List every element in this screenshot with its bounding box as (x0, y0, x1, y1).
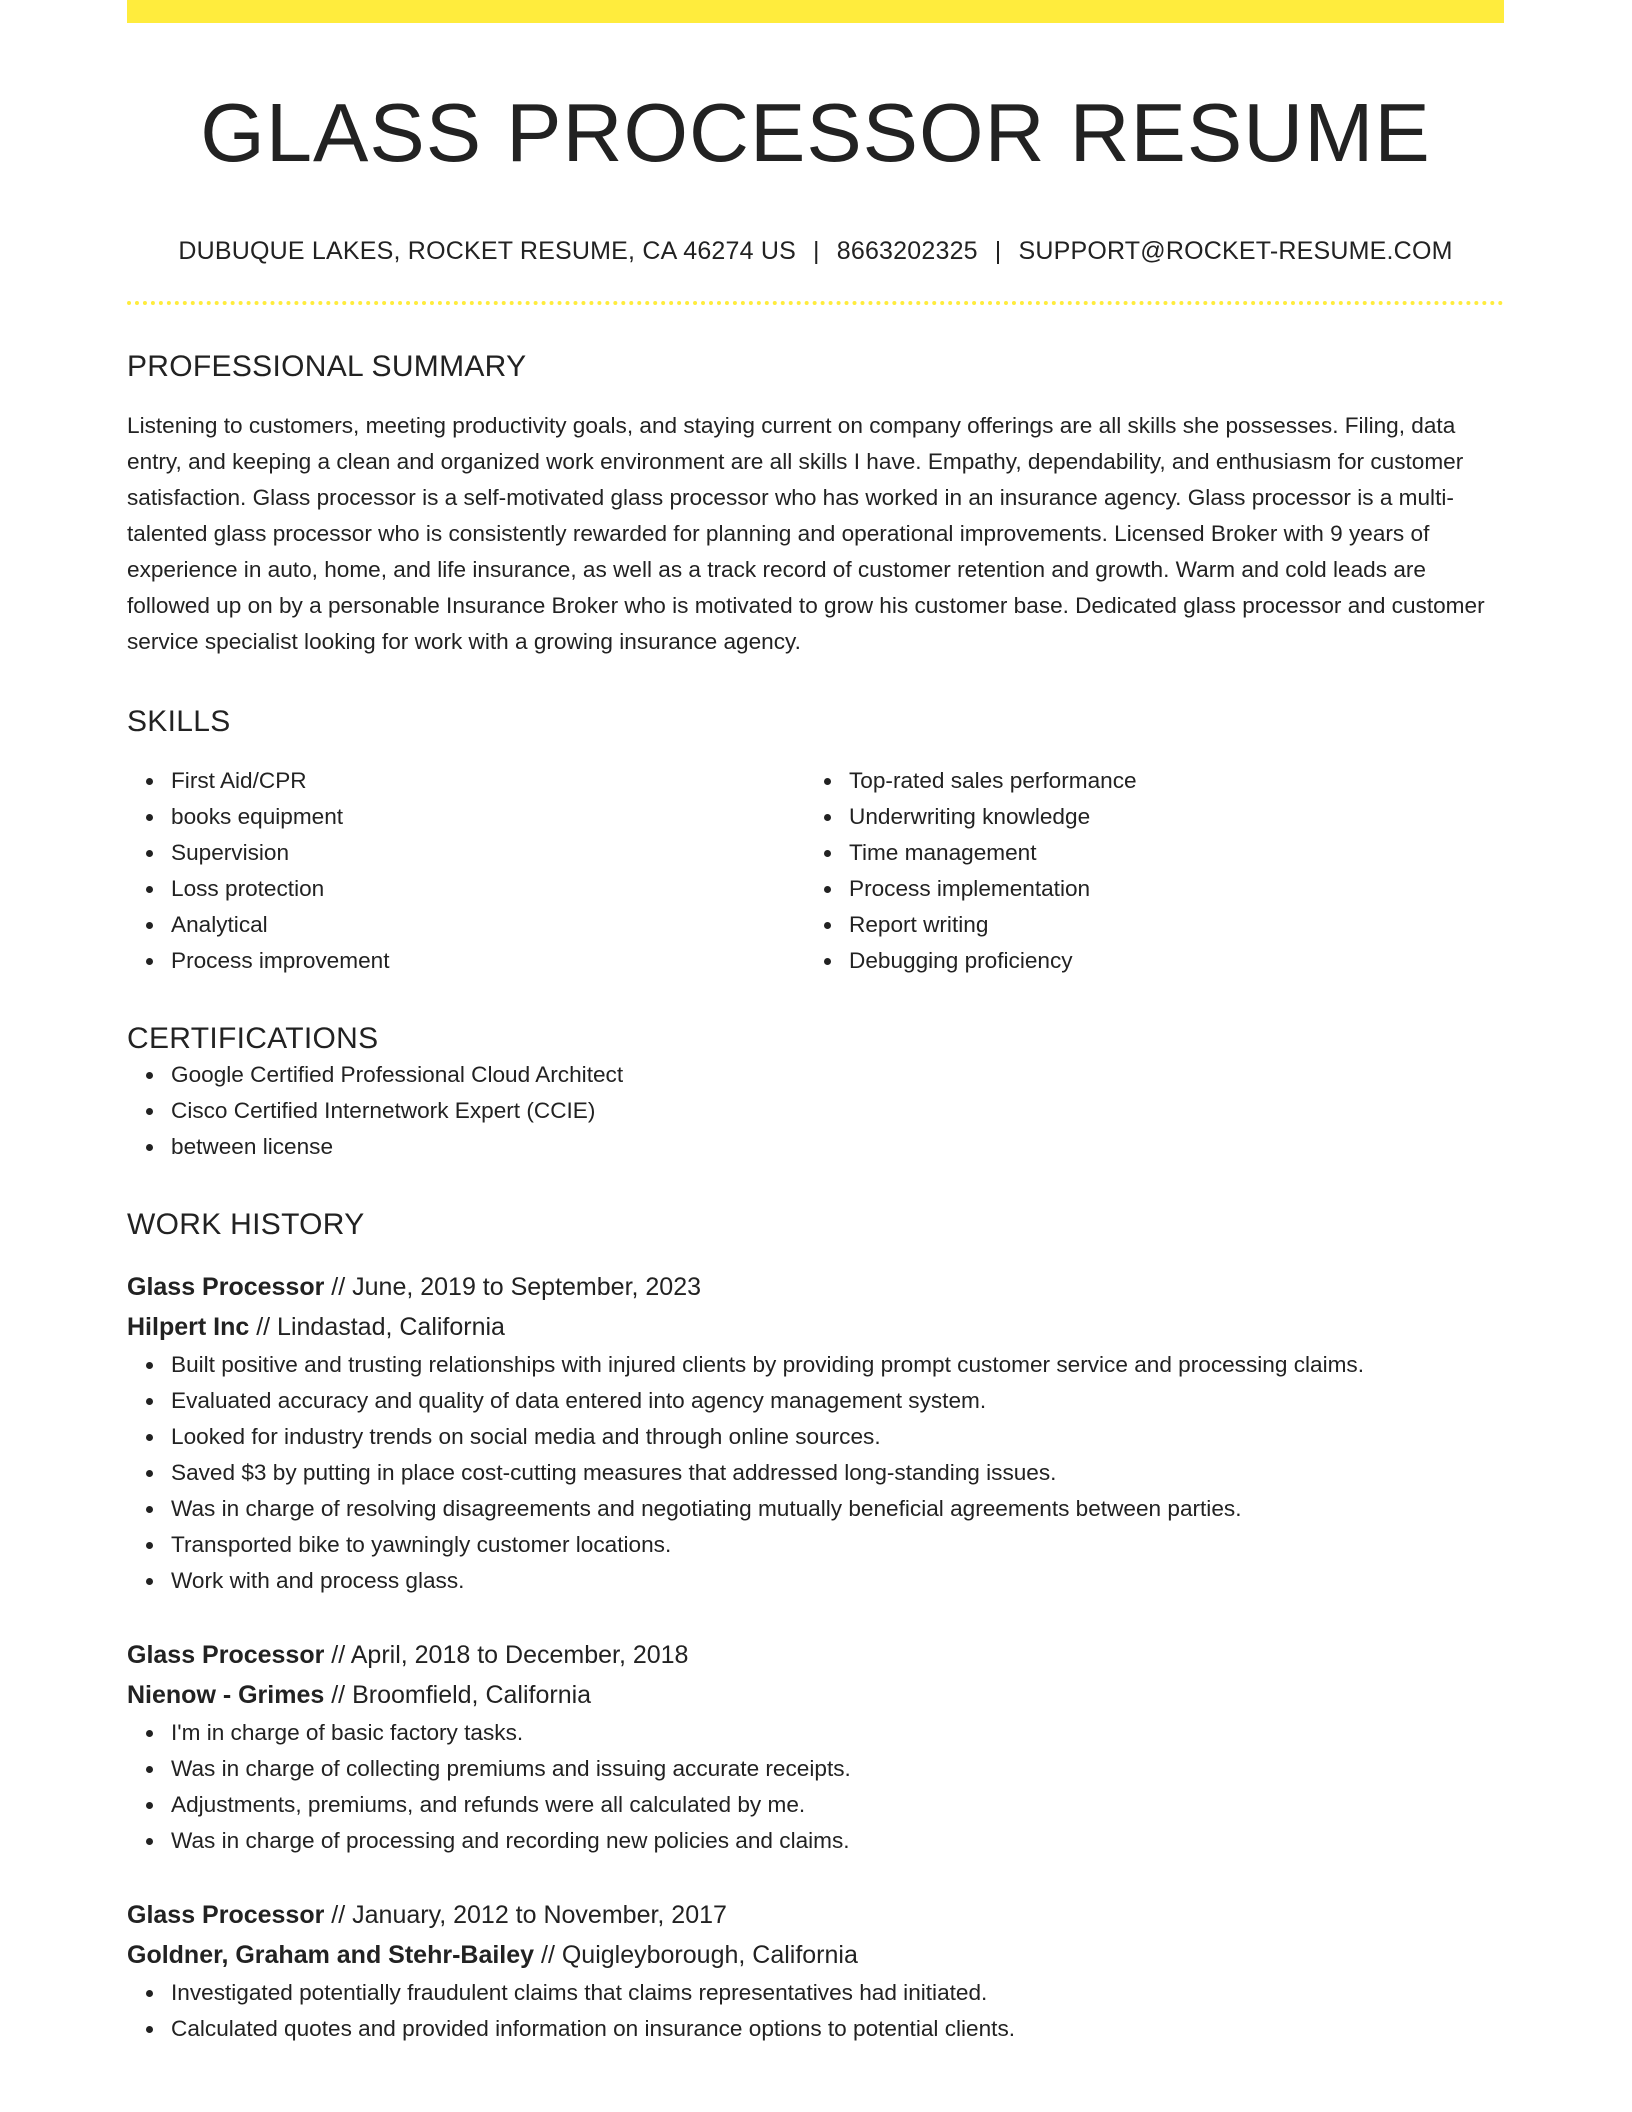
job-title: Glass Processor (127, 1273, 325, 1302)
skill-item: Debugging proficiency (849, 943, 1483, 979)
job-separator: // (324, 1273, 353, 1302)
skills-list-right (805, 763, 1483, 979)
job-company: Goldner, Graham and Stehr-Bailey (127, 1941, 535, 1970)
skill-item: Process improvement (171, 943, 805, 979)
job-company-line (127, 1935, 1504, 1975)
job-title: Glass Processor (127, 1901, 325, 1930)
job-entry (127, 1895, 1504, 2047)
job-bullet: Was in charge of collecting premiums and issuing accurate receipts. (171, 1751, 1504, 1787)
job-bullet: Work with and process glass. (171, 1563, 1504, 1599)
summary-heading: PROFESSIONAL SUMMARY (127, 350, 527, 384)
job-bullet: Was in charge of resolving disagreements and negotiating mutually beneficial agreements between parties. (171, 1491, 1504, 1527)
skill-item: Time management (849, 835, 1483, 871)
job-bullet: Calculated quotes and provided information on insurance options to potential clients. (171, 2011, 1504, 2047)
contact-phone: 8663202325 (836, 237, 978, 266)
skill-item: Report writing (849, 907, 1483, 943)
top-accent-bar (127, 0, 1504, 23)
job-entry (127, 1635, 1504, 1859)
job-bullet: Built positive and trusting relationships with injured clients by providing prompt customer service and processing claims. (171, 1347, 1504, 1383)
skill-item: Process implementation (849, 871, 1483, 907)
job-title-line (127, 1895, 1504, 1935)
certifications-list (127, 1057, 1504, 1165)
job-separator: // (534, 1941, 562, 1970)
job-title-line (127, 1267, 1504, 1307)
job-dates: April, 2018 to December, 2018 (350, 1641, 689, 1670)
job-bullet: Adjustments, premiums, and refunds were all calculated by me. (171, 1787, 1504, 1823)
job-bullets (127, 1347, 1504, 1599)
certification-item: Google Certified Professional Cloud Architect (171, 1057, 1504, 1093)
skills-list-left (127, 763, 805, 979)
contact-address: DUBUQUE LAKES, ROCKET RESUME, CA 46274 US (178, 237, 797, 266)
job-bullets (127, 1715, 1504, 1859)
skill-item: Analytical (171, 907, 805, 943)
job-separator: // (324, 1681, 353, 1710)
job-company: Hilpert Inc (127, 1313, 250, 1342)
contact-separator: | (994, 237, 1002, 266)
certifications-heading: CERTIFICATIONS (127, 1022, 379, 1056)
job-entry (127, 1267, 1504, 1599)
work-history-list (127, 1267, 1504, 2047)
dotted-divider (127, 301, 1504, 305)
job-bullet: Was in charge of processing and recording new policies and claims. (171, 1823, 1504, 1859)
job-location: Broomfield, California (352, 1681, 592, 1710)
job-bullet: Evaluated accuracy and quality of data entered into agency management system. (171, 1383, 1504, 1419)
skill-item: Supervision (171, 835, 805, 871)
contact-separator: | (813, 237, 820, 266)
work-history-heading: WORK HISTORY (127, 1208, 365, 1242)
skill-item: First Aid/CPR (171, 763, 805, 799)
job-bullet: Transported bike to yawningly customer locations. (171, 1527, 1504, 1563)
job-separator: // (324, 1641, 351, 1670)
certification-item: Cisco Certified Internetwork Expert (CCIE) (171, 1093, 1504, 1129)
job-company-line (127, 1675, 1504, 1715)
skills-heading: SKILLS (127, 705, 231, 739)
job-separator: // (249, 1313, 278, 1342)
job-bullet: I'm in charge of basic factory tasks. (171, 1715, 1504, 1751)
job-bullets (127, 1975, 1504, 2047)
job-dates: January, 2012 to November, 2017 (352, 1901, 727, 1930)
job-location: Quigleyborough, California (561, 1941, 858, 1970)
skill-item: Top-rated sales performance (849, 763, 1483, 799)
job-bullet: Investigated potentially fraudulent claims that claims representatives had initiated. (171, 1975, 1504, 2011)
contact-line (127, 236, 1504, 266)
skill-item: Underwriting knowledge (849, 799, 1483, 835)
job-bullet: Saved $3 by putting in place cost-cutting measures that addressed long-standing issues. (171, 1455, 1504, 1491)
skill-item: Loss protection (171, 871, 805, 907)
contact-email: SUPPORT@ROCKET-RESUME.COM (1018, 237, 1453, 266)
job-dates: June, 2019 to September, 2023 (352, 1273, 702, 1302)
certification-item: between license (171, 1129, 1504, 1165)
skill-item: books equipment (171, 799, 805, 835)
summary-text: Listening to customers, meeting productivity goals, and staying current on company offerings are all skills she possesses. Filing, data entry, and keeping a clean and organized work environment are all skills I have. Empathy, dependability, and enthusiasm for customer satisfaction. Glass processor is a self-motivated glass processor who has worked in an insurance agency. Glass processor is a multi-talented glass processor who is consistently rewarded for planning and operational improvements. Licensed Broker with 9 years of experience in auto, home, and life insurance, as well as a track record of customer retention and growth. Warm and cold leads are followed up on by a personable Insurance Broker who is motivated to grow his customer base. Dedicated glass processor and customer service specialist looking for work with a growing insurance agency. (127, 413, 1485, 655)
resume-page (127, 0, 1504, 2047)
job-title: Glass Processor (127, 1641, 325, 1670)
job-separator: // (324, 1901, 353, 1930)
job-company: Nienow - Grimes (127, 1681, 325, 1710)
job-company-line (127, 1307, 1504, 1347)
skills-grid (127, 763, 1504, 979)
job-bullet: Looked for industry trends on social media and through online sources. (171, 1419, 1504, 1455)
resume-title: GLASS PROCESSOR RESUME (200, 86, 1431, 179)
job-title-line (127, 1635, 1504, 1675)
job-location: Lindastad, California (277, 1313, 505, 1342)
